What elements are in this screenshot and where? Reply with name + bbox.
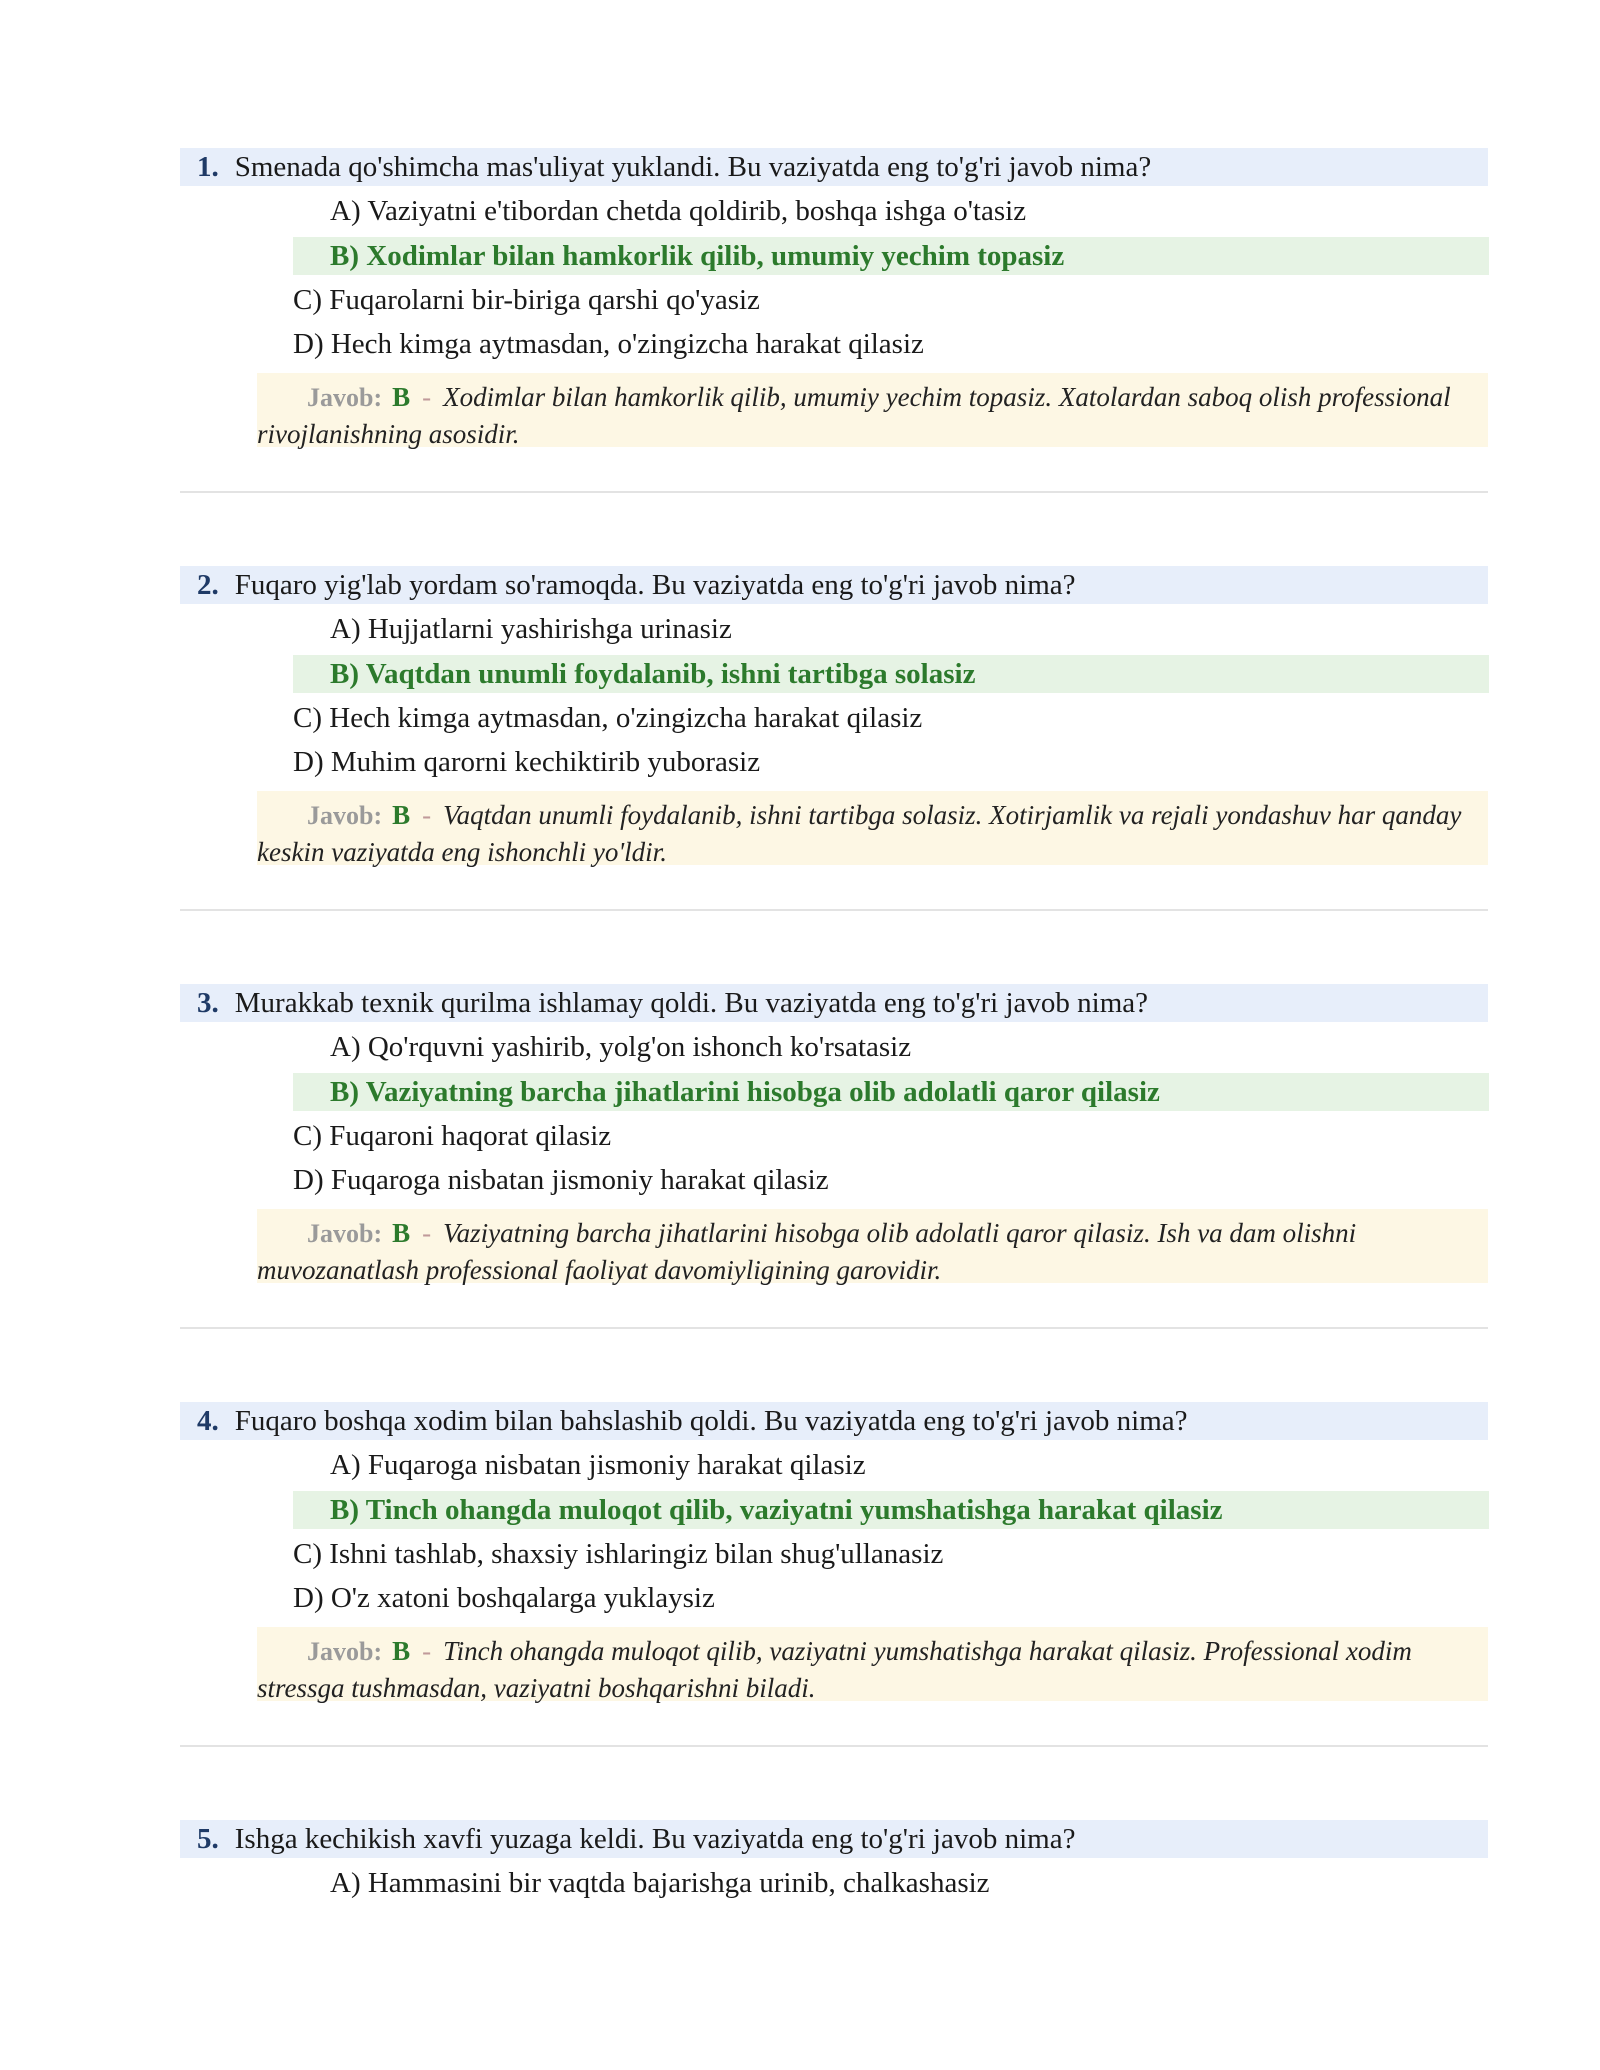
answer-dash: - (422, 1636, 432, 1666)
answer-text: Xodimlar bilan hamkorlik qilib, umumiy yechim topasiz. Xatolardan saboq olish professional rivojlanishning asosidir. (257, 382, 1451, 449)
question-number: 4. (197, 1404, 219, 1437)
question-number: 5. (197, 1822, 219, 1855)
option-c: C) Fuqarolarni bir-biriga qarshi qo'yasiz (293, 283, 760, 316)
answer-text: Vaziyatning barcha jihatlarini hisobga olib adolatli qaror qilasiz. Ish va dam olishni muvozanatlash professional faoliyat davomiyligining garovidir. (257, 1218, 1357, 1285)
answer-dash: - (422, 1218, 432, 1248)
answer-explanation (257, 791, 1488, 865)
answer-text: Tinch ohangda muloqot qilib, vaziyatni yumshatishga harakat qilasiz. Professional xodim stressga tushmasdan, vaziyatni boshqarishni biladi. (257, 1636, 1412, 1703)
option-b-correct: B) Xodimlar bilan hamkorlik qilib, umumiy yechim topasiz (293, 237, 1489, 275)
question-text: Fuqaro yig'lab yordam so'ramoqda. Bu vaziyatda eng to'g'ri javob nima? (234, 568, 1076, 601)
answer-explanation (257, 373, 1488, 447)
option-a: A) Hujjatlarni yashirishga urinasiz (330, 612, 732, 645)
answer-label: Javob: (307, 383, 383, 412)
option-d: D) Muhim qarorni kechiktirib yuborasiz (293, 745, 761, 778)
option-a: A) Hammasini bir vaqtda bajarishga urinib, chalkashasiz (330, 1866, 990, 1899)
question-header (180, 566, 1488, 604)
option-b-correct: B) Tinch ohangda muloqot qilib, vaziyatni yumshatishga harakat qilasiz (293, 1491, 1489, 1529)
answer-explanation (257, 1209, 1488, 1283)
answer-dash: - (422, 800, 432, 830)
question-header (180, 148, 1488, 186)
question-header (180, 1820, 1488, 1858)
option-a: A) Qo'rquvni yashirib, yolg'on ishonch ko'rsatasiz (330, 1030, 912, 1063)
answer-letter: B (392, 382, 411, 412)
option-c: C) Hech kimga aytmasdan, o'zingizcha harakat qilasiz (293, 701, 923, 734)
option-b-correct: B) Vaziyatning barcha jihatlarini hisobga olib adolatli qaror qilasiz (293, 1073, 1489, 1111)
question-header (180, 1402, 1488, 1440)
answer-dash: - (422, 382, 432, 412)
divider (180, 1745, 1488, 1747)
option-a: A) Vaziyatni e'tibordan chetda qoldirib, boshqa ishga o'tasiz (330, 194, 1027, 227)
option-c: C) Fuqaroni haqorat qilasiz (293, 1119, 612, 1152)
question-text: Murakkab texnik qurilma ishlamay qoldi. Bu vaziyatda eng to'g'ri javob nima? (234, 986, 1149, 1019)
answer-text: Vaqtdan unumli foydalanib, ishni tartibga solasiz. Xotirjamlik va rejali yondashuv har qanday keskin vaziyatda eng ishonchli yo'ldir. (257, 800, 1462, 867)
divider (180, 1327, 1488, 1329)
answer-label: Javob: (307, 1219, 383, 1248)
option-d: D) Hech kimga aytmasdan, o'zingizcha harakat qilasiz (293, 327, 924, 360)
answer-letter: B (392, 800, 411, 830)
question-number: 1. (197, 150, 219, 183)
answer-letter: B (392, 1636, 411, 1666)
option-a: A) Fuqaroga nisbatan jismoniy harakat qilasiz (330, 1448, 866, 1481)
answer-explanation (257, 1627, 1488, 1701)
question-text: Ishga kechikish xavfi yuzaga keldi. Bu vaziyatda eng to'g'ri javob nima? (234, 1822, 1076, 1855)
answer-label: Javob: (307, 801, 383, 830)
question-text: Smenada qo'shimcha mas'uliyat yuklandi. Bu vaziyatda eng to'g'ri javob nima? (234, 150, 1152, 183)
divider (180, 491, 1488, 493)
option-d: D) O'z xatoni boshqalarga yuklaysiz (293, 1581, 715, 1614)
question-text: Fuqaro boshqa xodim bilan bahslashib qoldi. Bu vaziyatda eng to'g'ri javob nima? (234, 1404, 1188, 1437)
question-header (180, 984, 1488, 1022)
option-c: C) Ishni tashlab, shaxsiy ishlaringiz bilan shug'ullanasiz (293, 1537, 944, 1570)
answer-label: Javob: (307, 1637, 383, 1666)
answer-letter: B (392, 1218, 411, 1248)
divider (180, 909, 1488, 911)
option-d: D) Fuqaroga nisbatan jismoniy harakat qilasiz (293, 1163, 829, 1196)
question-number: 3. (197, 986, 219, 1019)
option-b-correct: B) Vaqtdan unumli foydalanib, ishni tartibga solasiz (293, 655, 1489, 693)
question-number: 2. (197, 568, 219, 601)
